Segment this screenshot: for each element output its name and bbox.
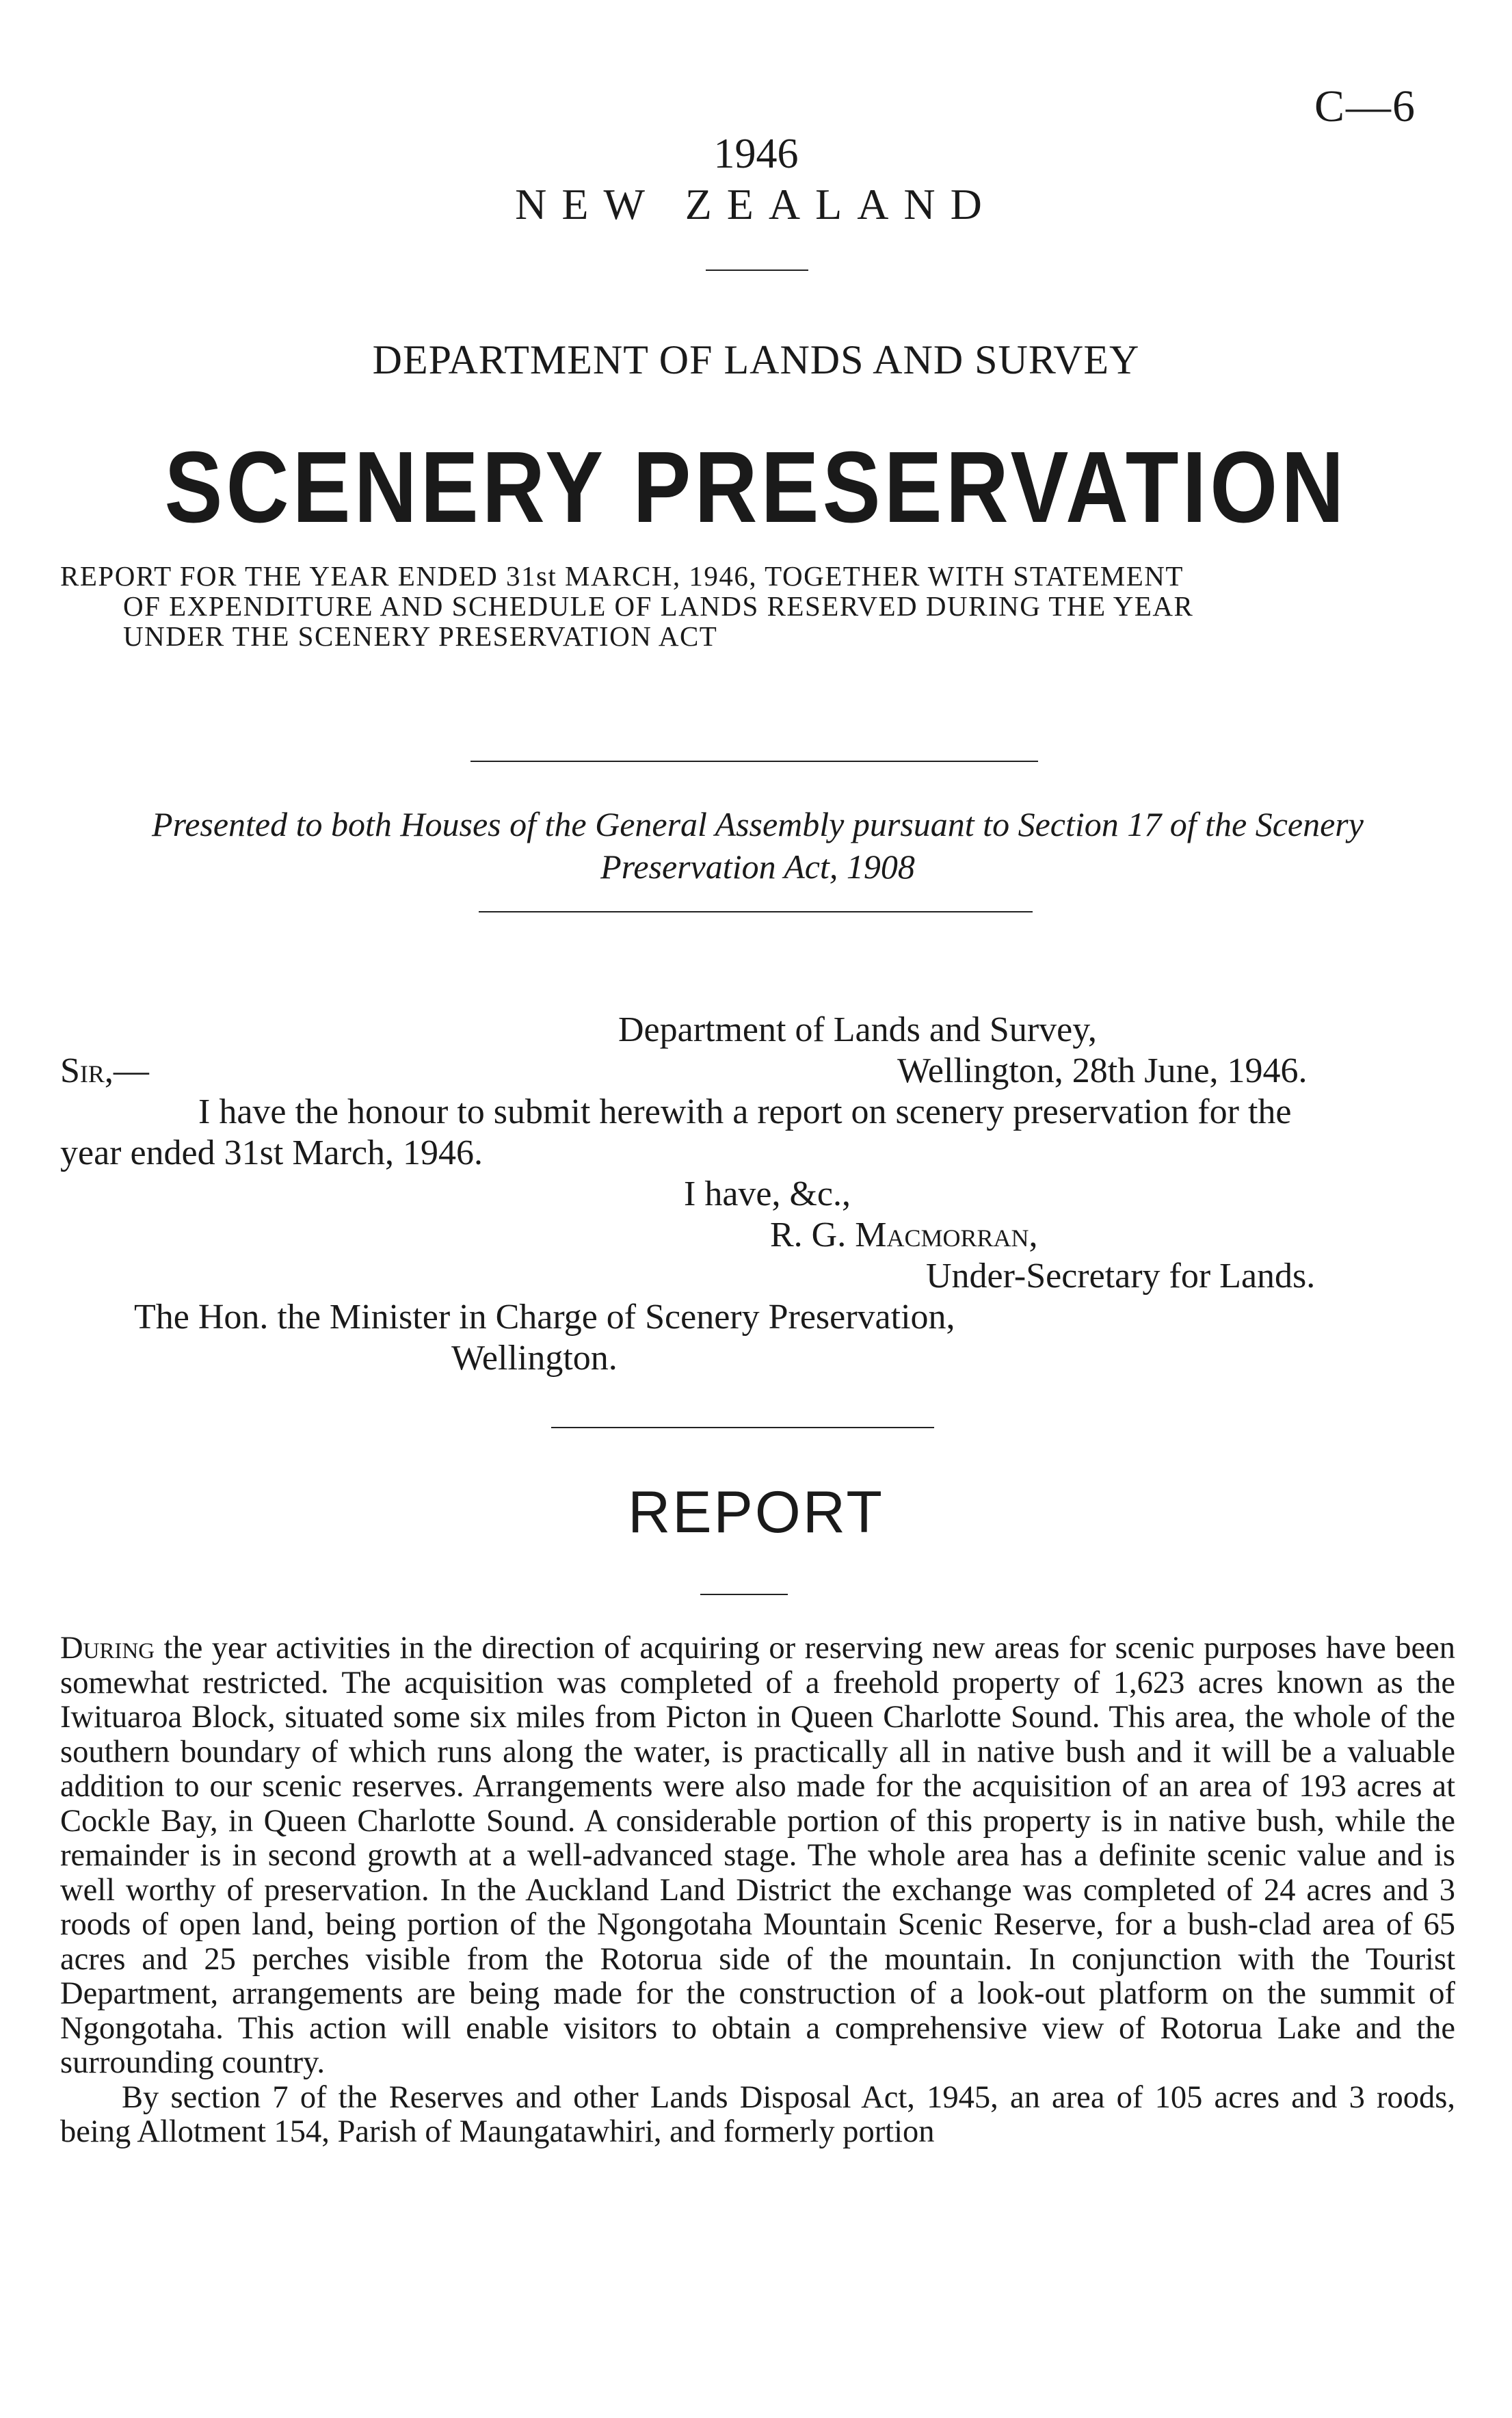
divider-rule xyxy=(706,270,808,271)
presentation-line: Preservation Act, 1908 xyxy=(600,847,915,886)
report-paragraph xyxy=(60,1631,1455,2081)
department-heading: DEPARTMENT OF LANDS AND SURVEY xyxy=(372,337,1140,382)
year: 1946 xyxy=(713,131,799,177)
presentation-note xyxy=(60,803,1455,888)
letter-closing: I have, &c., xyxy=(684,1174,851,1213)
page-code: C—6 xyxy=(1314,81,1416,131)
subtitle-line: UNDER THE SCENERY PRESERVATION ACT xyxy=(123,620,718,652)
signatory-name: R. G. Macmorran, xyxy=(770,1215,1038,1254)
sender-department: Department of Lands and Survey, xyxy=(618,1010,1097,1049)
letter-body-line: year ended 31st March, 1946. xyxy=(60,1133,483,1172)
report-paragraph: By section 7 of the Reserves and other Lands Disposal Act, 1945, an area of 105 acres and 3 roods, being Allotment 154, Parish of Maungatawhiri, and formerly portion xyxy=(60,2079,1455,2149)
subtitle-line: OF EXPENDITURE AND SCHEDULE OF LANDS RESERVED DURING THE YEAR xyxy=(123,590,1194,622)
report-heading: REPORT xyxy=(628,1480,884,1545)
addressee-city: Wellington. xyxy=(451,1339,618,1378)
divider-rule xyxy=(470,761,1038,762)
place-and-date: Wellington, 28th June, 1946. xyxy=(897,1051,1308,1090)
letter-body-line: I have the honour to submit herewith a report on scenery preservation for the xyxy=(198,1092,1292,1131)
signatory-title: Under-Secretary for Lands. xyxy=(926,1257,1316,1296)
presentation-line: Presented to both Houses of the General Assembly pursuant to Section 17 of the Scenery xyxy=(152,805,1364,843)
divider-rule xyxy=(700,1594,788,1595)
lead-word: During xyxy=(60,1631,155,1666)
document-title: SCENERY PRESERVATION xyxy=(164,431,1348,544)
divider-rule xyxy=(479,911,1033,912)
report-body xyxy=(60,1631,1455,2150)
paragraph-text: the year activities in the direction of acquiring or reserving new areas for scenic purposes have been somewhat restricted. The acquisition was completed of a freehold property of 1,623 acres known as the Iwituaroa Block, situated some six miles from Picton in Queen Charlotte Sound. This area, the whole of the southern boundary of which runs along the water, is practically all in native bush and it will be a valuable addition to our scenic reserves. Arrangements were also made for the acquisition of an area of 193 acres at Cockle Bay, in Queen Charlotte Sound. A considerable portion of this property is in native bush, while the remainder is in second growth at a well-advanced stage. The whole area has a definite scenic value and is well worthy of preservation. In the Auckland Land District the exchange was completed of 24 acres and 3 roods of open land, being portion of the Ngongotaha Mountain Scenic Reserve, for a bush-clad area of 65 acres and 25 perches visible from the Rotorua side of the mountain. In conjunction with the Tourist Department, arrangements are being made for the construction of a look-out platform on the summit of Ngongotaha. This action will enable visitors to obtain a comprehensive view of Rotorua Lake and the surrounding country. xyxy=(60,1631,1455,2080)
subtitle-line: REPORT FOR THE YEAR ENDED 31st MARCH, 1946, TOGETHER WITH STATEMENT xyxy=(60,560,1184,592)
addressee: The Hon. the Minister in Charge of Scenery Preservation, xyxy=(134,1298,955,1337)
salutation: Sir,— xyxy=(60,1051,149,1090)
report-subtitle xyxy=(60,561,1421,651)
divider-rule xyxy=(551,1427,934,1428)
country-heading: NEW ZEALAND xyxy=(515,180,997,228)
